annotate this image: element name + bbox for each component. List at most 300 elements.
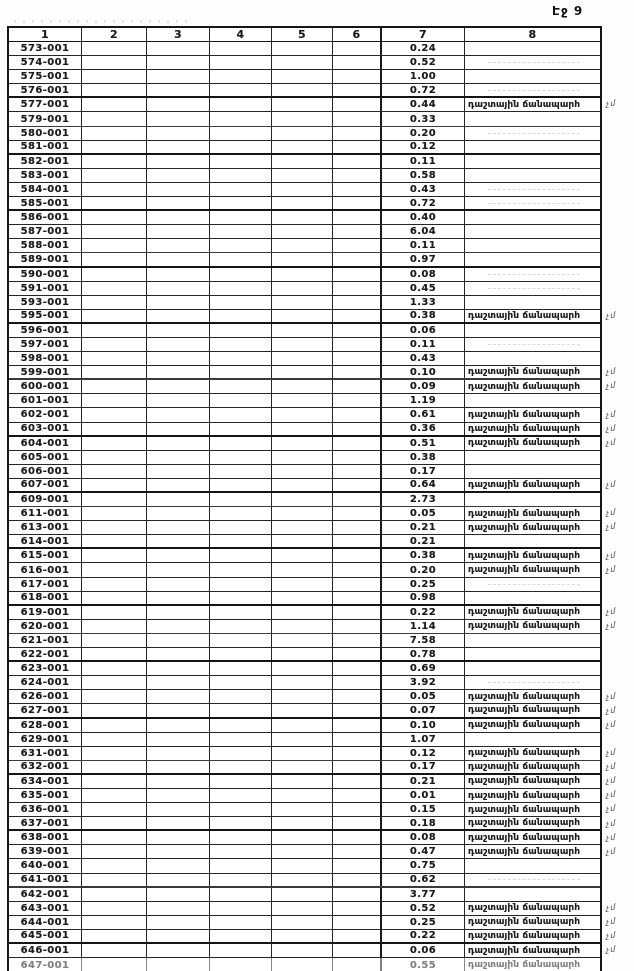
row-id-cell: 624-001 bbox=[9, 676, 82, 689]
note-cell bbox=[465, 676, 600, 689]
empty-cell bbox=[82, 211, 147, 224]
empty-cell bbox=[272, 338, 333, 351]
empty-cell bbox=[272, 56, 333, 69]
table-row bbox=[9, 465, 600, 479]
empty-cell bbox=[272, 789, 333, 802]
value-cell: 0.25 bbox=[382, 916, 465, 929]
empty-cell bbox=[333, 958, 382, 971]
empty-cell bbox=[82, 620, 147, 633]
table-row bbox=[9, 423, 600, 437]
value-cell: 6.04 bbox=[382, 225, 465, 238]
margin-mark: չմ bbox=[605, 409, 617, 419]
empty-cell bbox=[82, 662, 147, 675]
note-cell bbox=[465, 42, 600, 55]
note-cell bbox=[465, 451, 600, 464]
empty-cell bbox=[333, 944, 382, 957]
empty-cell bbox=[147, 521, 210, 534]
row-id-cell: 626-001 bbox=[9, 690, 82, 703]
note-cell: դաշտային ճանապարհ bbox=[468, 705, 581, 716]
empty-cell bbox=[272, 394, 333, 407]
empty-cell bbox=[210, 958, 272, 971]
note-cell: դաշտային ճանապարհ bbox=[468, 930, 581, 941]
empty-cell bbox=[333, 831, 382, 844]
empty-cell bbox=[210, 380, 272, 393]
empty-cell bbox=[272, 451, 333, 464]
empty-cell bbox=[82, 84, 147, 96]
note-cell bbox=[465, 535, 600, 547]
empty-cell bbox=[333, 902, 382, 915]
empty-cell bbox=[210, 253, 272, 265]
row-id-cell: 641-001 bbox=[9, 874, 82, 886]
empty-cell bbox=[210, 465, 272, 478]
empty-cell bbox=[82, 535, 147, 547]
row-id-cell: 605-001 bbox=[9, 451, 82, 464]
row-id-cell: 591-001 bbox=[9, 282, 82, 295]
empty-cell bbox=[82, 563, 147, 576]
table-row bbox=[9, 84, 600, 98]
empty-cell bbox=[210, 944, 272, 957]
empty-cell bbox=[147, 775, 210, 788]
empty-cell bbox=[333, 141, 382, 153]
margin-mark: չմ bbox=[605, 691, 617, 701]
table-row bbox=[9, 169, 600, 183]
empty-cell bbox=[333, 563, 382, 576]
empty-cell bbox=[272, 465, 333, 478]
value-cell: 0.11 bbox=[382, 155, 465, 168]
empty-cell bbox=[333, 859, 382, 872]
value-cell: 0.15 bbox=[382, 803, 465, 816]
note-cell bbox=[465, 70, 600, 83]
empty-cell bbox=[147, 338, 210, 351]
empty-cell bbox=[147, 451, 210, 464]
value-cell: 1.07 bbox=[382, 733, 465, 746]
empty-cell bbox=[272, 112, 333, 125]
empty-cell bbox=[82, 676, 147, 689]
empty-cell bbox=[82, 958, 147, 971]
empty-cell bbox=[333, 239, 382, 252]
note-cell bbox=[465, 183, 600, 196]
empty-cell bbox=[333, 761, 382, 773]
table-row bbox=[9, 930, 600, 944]
note-cell bbox=[465, 225, 600, 238]
row-id-cell: 617-001 bbox=[9, 578, 82, 591]
empty-cell bbox=[82, 310, 147, 322]
table-row bbox=[9, 98, 600, 112]
empty-cell bbox=[272, 70, 333, 83]
value-cell: 0.45 bbox=[382, 282, 465, 295]
note-cell: դաշտային ճանապարհ bbox=[468, 691, 581, 702]
value-cell: 0.97 bbox=[382, 253, 465, 265]
empty-cell bbox=[272, 437, 333, 450]
row-id-cell: 647-001 bbox=[9, 958, 82, 971]
table-row bbox=[9, 352, 600, 366]
empty-cell bbox=[272, 888, 333, 901]
empty-cell bbox=[210, 42, 272, 55]
empty-cell bbox=[82, 944, 147, 957]
value-cell: 1.33 bbox=[382, 296, 465, 309]
empty-cell bbox=[333, 423, 382, 435]
empty-cell bbox=[333, 676, 382, 689]
note-cell: դաշտային ճանապարհ bbox=[468, 508, 581, 519]
empty-cell bbox=[210, 859, 272, 872]
note-cell: դաշտային ճանապարհ bbox=[468, 550, 581, 561]
value-cell: 0.21 bbox=[382, 775, 465, 788]
row-id-cell: 598-001 bbox=[9, 352, 82, 365]
empty-cell bbox=[82, 747, 147, 760]
row-id-cell: 607-001 bbox=[9, 479, 82, 491]
empty-cell bbox=[147, 888, 210, 901]
empty-cell bbox=[210, 98, 272, 111]
table-row bbox=[9, 606, 600, 620]
empty-cell bbox=[147, 549, 210, 562]
note-cell bbox=[465, 338, 600, 351]
margin-mark: չմ bbox=[605, 719, 617, 730]
table-row bbox=[9, 733, 600, 747]
empty-cell bbox=[82, 606, 147, 619]
empty-cell bbox=[272, 606, 333, 619]
note-cell bbox=[465, 141, 600, 153]
value-cell: 3.92 bbox=[382, 676, 465, 689]
empty-cell bbox=[333, 634, 382, 647]
note-cell bbox=[465, 211, 600, 224]
value-cell: 0.44 bbox=[382, 98, 465, 111]
margin-mark: չմ bbox=[605, 423, 617, 434]
empty-cell bbox=[82, 423, 147, 435]
empty-cell bbox=[333, 620, 382, 633]
empty-cell bbox=[272, 408, 333, 421]
empty-cell bbox=[147, 366, 210, 378]
column-header-4: 4 bbox=[210, 28, 272, 41]
value-cell: 0.18 bbox=[382, 817, 465, 829]
value-cell: 0.55 bbox=[382, 958, 465, 971]
value-cell: 2.73 bbox=[382, 493, 465, 506]
margin-mark: չմ bbox=[605, 775, 617, 786]
empty-cell bbox=[147, 423, 210, 435]
empty-cell bbox=[210, 225, 272, 238]
value-cell: 0.22 bbox=[382, 930, 465, 942]
empty-cell bbox=[333, 56, 382, 69]
empty-cell bbox=[333, 578, 382, 591]
table-row bbox=[9, 789, 600, 803]
empty-cell bbox=[333, 338, 382, 351]
note-cell bbox=[465, 465, 600, 478]
empty-cell bbox=[272, 493, 333, 506]
value-cell: 0.20 bbox=[382, 127, 465, 140]
table-row bbox=[9, 747, 600, 761]
table-row bbox=[9, 42, 600, 56]
empty-cell bbox=[147, 535, 210, 547]
empty-cell bbox=[333, 253, 382, 265]
empty-cell bbox=[147, 324, 210, 337]
table-row bbox=[9, 493, 600, 507]
empty-cell bbox=[82, 394, 147, 407]
empty-cell bbox=[82, 268, 147, 281]
empty-cell bbox=[333, 225, 382, 238]
table-row bbox=[9, 916, 600, 930]
table-row bbox=[9, 366, 600, 380]
value-cell: 0.38 bbox=[382, 310, 465, 322]
value-cell: 0.98 bbox=[382, 592, 465, 604]
note-cell bbox=[465, 352, 600, 365]
row-id-cell: 606-001 bbox=[9, 465, 82, 478]
table-row bbox=[9, 141, 600, 155]
empty-cell bbox=[210, 620, 272, 633]
row-id-cell: 615-001 bbox=[9, 549, 82, 562]
column-header-8: 8 bbox=[528, 28, 537, 41]
empty-cell bbox=[210, 789, 272, 802]
empty-cell bbox=[210, 634, 272, 647]
row-id-cell: 576-001 bbox=[9, 84, 82, 96]
value-cell: 1.19 bbox=[382, 394, 465, 407]
row-id-cell: 584-001 bbox=[9, 183, 82, 196]
empty-cell bbox=[82, 916, 147, 929]
empty-cell bbox=[82, 507, 147, 520]
note-cell: դաշտային ճանապարհ bbox=[468, 917, 581, 928]
empty-cell bbox=[147, 578, 210, 591]
empty-cell bbox=[272, 296, 333, 309]
table-row bbox=[9, 282, 600, 296]
empty-cell bbox=[147, 437, 210, 450]
empty-cell bbox=[147, 606, 210, 619]
value-cell: 0.40 bbox=[382, 211, 465, 224]
empty-cell bbox=[210, 296, 272, 309]
empty-cell bbox=[147, 704, 210, 716]
note-cell bbox=[465, 324, 600, 337]
table-row bbox=[9, 831, 600, 845]
empty-cell bbox=[147, 747, 210, 760]
value-cell: 0.69 bbox=[382, 662, 465, 675]
empty-cell bbox=[147, 620, 210, 633]
empty-cell bbox=[272, 366, 333, 378]
row-id-cell: 646-001 bbox=[9, 944, 82, 957]
note-cell bbox=[465, 592, 600, 604]
table-row bbox=[9, 662, 600, 676]
empty-cell bbox=[147, 944, 210, 957]
value-cell: 0.33 bbox=[382, 112, 465, 125]
empty-cell bbox=[82, 225, 147, 238]
note-cell bbox=[465, 56, 600, 69]
row-id-cell: 583-001 bbox=[9, 169, 82, 182]
table-row bbox=[9, 634, 600, 648]
table-row bbox=[9, 521, 600, 535]
row-id-cell: 637-001 bbox=[9, 817, 82, 829]
empty-cell bbox=[147, 394, 210, 407]
empty-cell bbox=[210, 775, 272, 788]
margin-mark: չմ bbox=[605, 747, 617, 758]
value-cell: 0.06 bbox=[382, 324, 465, 337]
value-cell: 0.38 bbox=[382, 549, 465, 562]
empty-cell bbox=[147, 211, 210, 224]
row-id-cell: 613-001 bbox=[9, 521, 82, 534]
table-row bbox=[9, 197, 600, 211]
empty-cell bbox=[82, 239, 147, 252]
empty-cell bbox=[272, 239, 333, 252]
table-row bbox=[9, 690, 600, 704]
empty-cell bbox=[82, 197, 147, 209]
row-id-cell: 585-001 bbox=[9, 197, 82, 209]
margin-mark: չմ bbox=[605, 902, 617, 913]
row-id-cell: 645-001 bbox=[9, 930, 82, 942]
note-cell: դաշտային ճանապարհ bbox=[468, 522, 581, 533]
empty-cell bbox=[272, 197, 333, 209]
note-cell: դաշտային ճանապարհ bbox=[468, 720, 581, 731]
value-cell: 0.64 bbox=[382, 479, 465, 491]
note-cell: դաշտային ճանապարհ bbox=[468, 438, 581, 449]
table-row bbox=[9, 56, 600, 70]
empty-cell bbox=[82, 169, 147, 182]
table-row bbox=[9, 437, 600, 451]
table-row bbox=[9, 112, 600, 126]
table-row bbox=[9, 225, 600, 239]
empty-cell bbox=[82, 592, 147, 604]
value-cell: 0.11 bbox=[382, 239, 465, 252]
empty-cell bbox=[82, 155, 147, 168]
empty-cell bbox=[210, 451, 272, 464]
column-header-5: 5 bbox=[272, 28, 333, 41]
empty-cell bbox=[147, 112, 210, 125]
note-cell bbox=[465, 296, 600, 309]
value-cell: 0.10 bbox=[382, 719, 465, 732]
empty-cell bbox=[82, 282, 147, 295]
empty-cell bbox=[147, 719, 210, 732]
row-id-cell: 602-001 bbox=[9, 408, 82, 421]
note-cell bbox=[465, 634, 600, 647]
data-table bbox=[7, 26, 602, 971]
row-id-cell: 573-001 bbox=[9, 42, 82, 55]
empty-cell bbox=[272, 859, 333, 872]
empty-cell bbox=[147, 310, 210, 322]
table-row bbox=[9, 845, 600, 859]
empty-cell bbox=[210, 437, 272, 450]
empty-cell bbox=[147, 169, 210, 182]
empty-cell bbox=[272, 634, 333, 647]
empty-cell bbox=[210, 648, 272, 660]
empty-cell bbox=[147, 874, 210, 886]
value-cell: 0.01 bbox=[382, 789, 465, 802]
value-cell: 0.43 bbox=[382, 183, 465, 196]
value-cell: 0.07 bbox=[382, 704, 465, 716]
empty-cell bbox=[333, 437, 382, 450]
note-cell: դաշտային ճանապարհ bbox=[468, 790, 581, 801]
empty-cell bbox=[333, 789, 382, 802]
note-cell: դաշտային ճանապարհ bbox=[468, 381, 581, 392]
note-cell: դաշտային ճանապարհ bbox=[468, 945, 581, 956]
empty-cell bbox=[82, 888, 147, 901]
value-cell: 0.21 bbox=[382, 535, 465, 547]
empty-cell bbox=[147, 916, 210, 929]
value-cell: 0.36 bbox=[382, 423, 465, 435]
note-cell: դաշտային ճանապարհ bbox=[468, 409, 581, 420]
empty-cell bbox=[82, 112, 147, 125]
table-row bbox=[9, 874, 600, 888]
empty-cell bbox=[272, 944, 333, 957]
note-cell: դաշտային ճանապարհ bbox=[468, 846, 581, 857]
empty-cell bbox=[210, 930, 272, 942]
empty-cell bbox=[272, 380, 333, 393]
empty-cell bbox=[147, 902, 210, 915]
table-row bbox=[9, 578, 600, 592]
scan-noise-artifact bbox=[14, 20, 194, 23]
value-cell: 0.11 bbox=[382, 338, 465, 351]
empty-cell bbox=[210, 183, 272, 196]
row-id-cell: 639-001 bbox=[9, 845, 82, 858]
row-id-cell: 580-001 bbox=[9, 127, 82, 140]
row-id-cell: 590-001 bbox=[9, 268, 82, 281]
empty-cell bbox=[147, 42, 210, 55]
value-cell: 0.10 bbox=[382, 366, 465, 378]
empty-cell bbox=[82, 127, 147, 140]
note-cell bbox=[465, 282, 600, 295]
empty-cell bbox=[82, 690, 147, 703]
row-id-cell: 644-001 bbox=[9, 916, 82, 929]
empty-cell bbox=[147, 408, 210, 421]
empty-cell bbox=[82, 845, 147, 858]
value-cell: 0.47 bbox=[382, 845, 465, 858]
value-cell: 0.58 bbox=[382, 169, 465, 182]
note-cell: դաշտային ճանապարհ bbox=[468, 776, 581, 787]
row-id-cell: 627-001 bbox=[9, 704, 82, 716]
empty-cell bbox=[272, 831, 333, 844]
empty-cell bbox=[333, 916, 382, 929]
empty-cell bbox=[210, 423, 272, 435]
row-id-cell: 587-001 bbox=[9, 225, 82, 238]
value-cell: 3.77 bbox=[382, 888, 465, 901]
value-cell: 0.20 bbox=[382, 563, 465, 576]
margin-mark: չմ bbox=[605, 381, 617, 391]
empty-cell bbox=[210, 719, 272, 732]
empty-cell bbox=[272, 42, 333, 55]
empty-cell bbox=[272, 507, 333, 520]
empty-cell bbox=[82, 578, 147, 591]
empty-cell bbox=[333, 535, 382, 547]
empty-cell bbox=[210, 310, 272, 322]
empty-cell bbox=[333, 127, 382, 140]
note-cell bbox=[465, 127, 600, 140]
empty-cell bbox=[82, 253, 147, 265]
empty-cell bbox=[82, 183, 147, 196]
empty-cell bbox=[210, 845, 272, 858]
empty-cell bbox=[210, 507, 272, 520]
row-id-cell: 581-001 bbox=[9, 141, 82, 153]
empty-cell bbox=[333, 817, 382, 829]
empty-cell bbox=[210, 690, 272, 703]
row-id-cell: 618-001 bbox=[9, 592, 82, 604]
empty-cell bbox=[82, 408, 147, 421]
row-id-cell: 601-001 bbox=[9, 394, 82, 407]
empty-cell bbox=[333, 704, 382, 716]
empty-cell bbox=[272, 98, 333, 111]
row-id-cell: 620-001 bbox=[9, 620, 82, 633]
row-id-cell: 600-001 bbox=[9, 380, 82, 393]
empty-cell bbox=[272, 704, 333, 716]
empty-cell bbox=[272, 84, 333, 96]
empty-cell bbox=[272, 648, 333, 660]
note-cell: դաշտային ճանապարհ bbox=[468, 607, 581, 618]
empty-cell bbox=[82, 479, 147, 491]
table-row bbox=[9, 719, 600, 733]
table-row bbox=[9, 310, 600, 324]
table-row bbox=[9, 817, 600, 831]
empty-cell bbox=[82, 56, 147, 69]
empty-cell bbox=[210, 141, 272, 153]
row-id-cell: 631-001 bbox=[9, 747, 82, 760]
value-cell: 0.38 bbox=[382, 451, 465, 464]
note-cell: դաշտային ճանապարհ bbox=[468, 99, 581, 110]
value-cell: 0.17 bbox=[382, 761, 465, 773]
table-row bbox=[9, 676, 600, 690]
empty-cell bbox=[210, 324, 272, 337]
row-id-cell: 623-001 bbox=[9, 662, 82, 675]
